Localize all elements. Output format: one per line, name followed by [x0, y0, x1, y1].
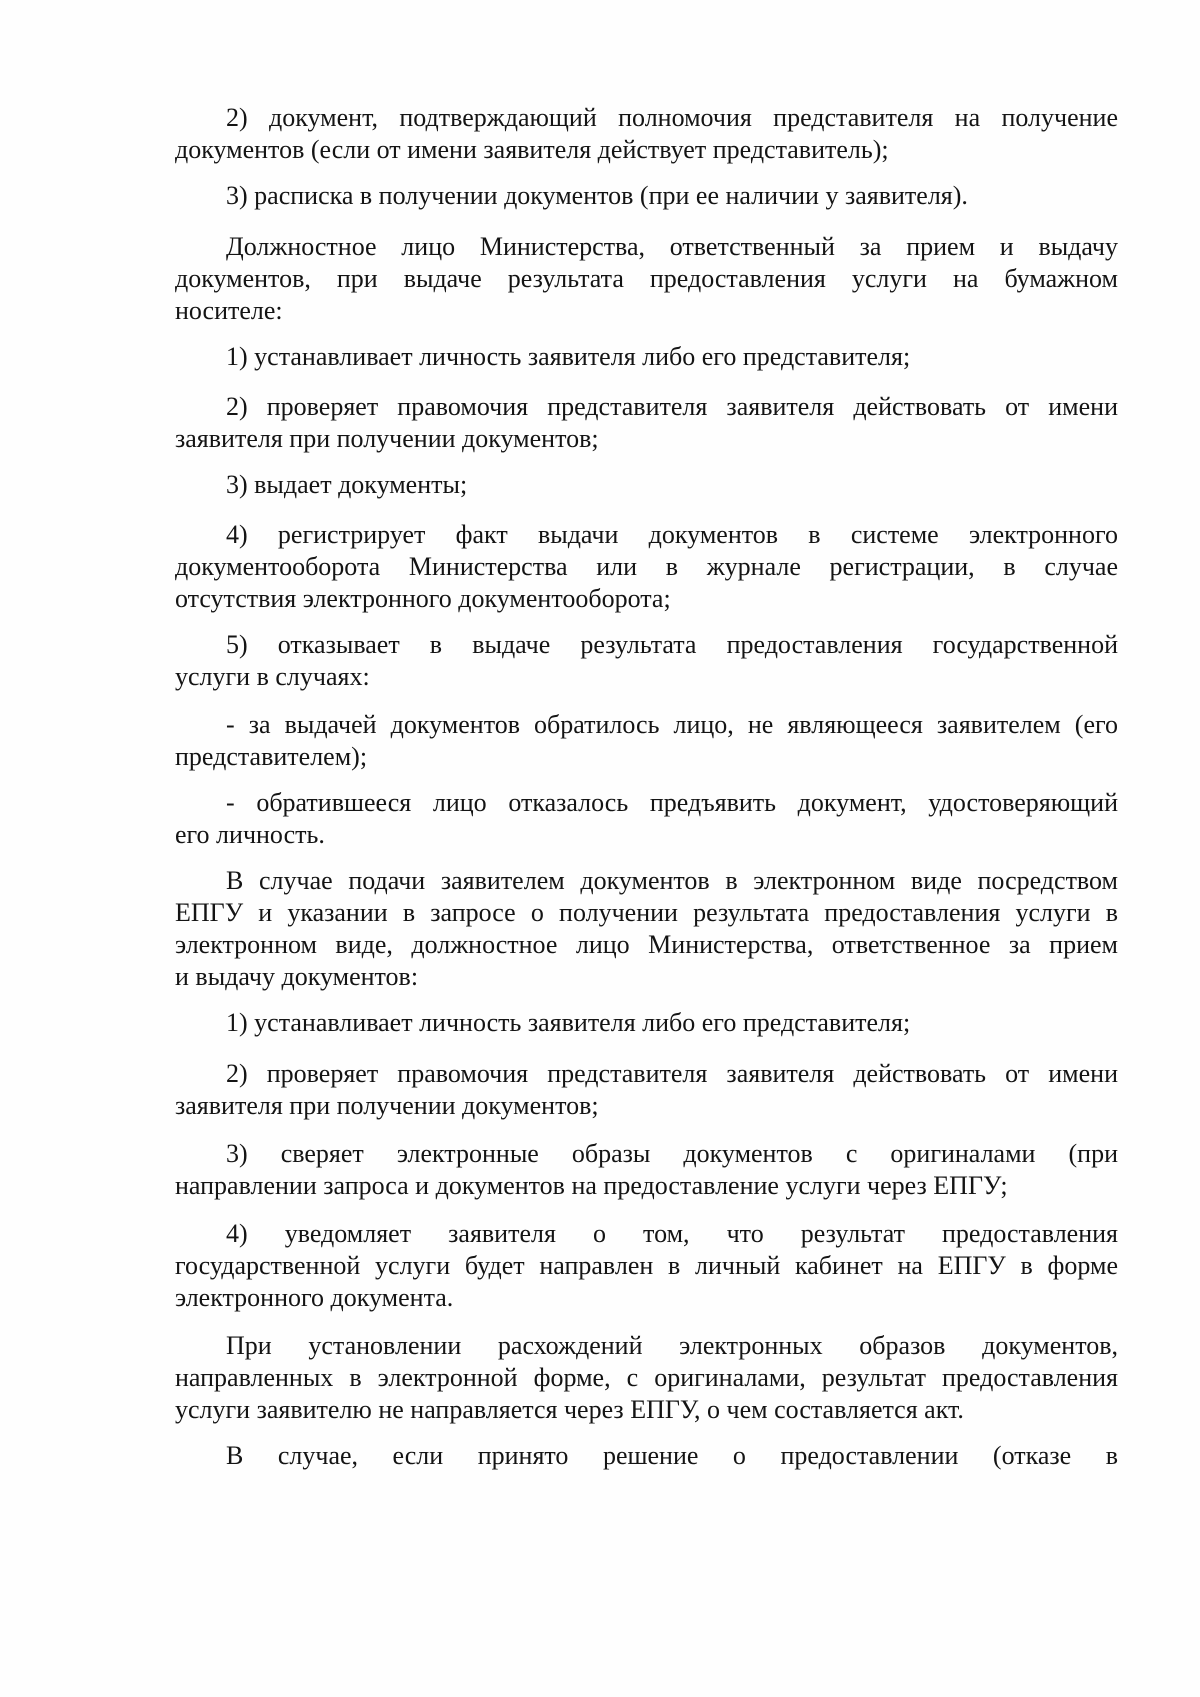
text-line: документов, при выдаче результата предоставления услуги на бумажном [175, 264, 1118, 293]
text-line: электронном виде, должностное лицо Министерства, ответственное за прием [175, 930, 1118, 959]
text-line: услуги заявителю не направляется через ЕПГУ, о чем составляется акт. [175, 1395, 964, 1424]
text-line: 3) выдает документы; [226, 470, 468, 499]
text-line: 1) устанавливает личность заявителя либо его представителя; [226, 342, 911, 371]
text-line: Должностное лицо Министерства, ответственный за прием и выдачу [226, 232, 1118, 261]
text-line: отсутствия электронного документооборота; [175, 584, 671, 613]
text-line: 2) проверяет правомочия представителя заявителя действовать от имени [226, 392, 1118, 421]
text-line: - обратившееся лицо отказалось предъявить документ, удостоверяющий [226, 788, 1118, 817]
text-line: носителе: [175, 296, 283, 325]
text-line: В случае подачи заявителем документов в электронном виде посредством [226, 866, 1118, 895]
text-line: В случае, если принято решение о предоставлении (отказе в [226, 1441, 1118, 1470]
text-line: 2) проверяет правомочия представителя заявителя действовать от имени [226, 1059, 1118, 1088]
text-line: электронного документа. [175, 1283, 454, 1312]
text-line: 5) отказывает в выдаче результата предоставления государственной [226, 630, 1118, 659]
text-line: направленных в электронной форме, с оригиналами, результат предоставления [175, 1363, 1118, 1392]
text-line: направлении запроса и документов на предоставление услуги через ЕПГУ; [175, 1171, 1008, 1200]
text-line: и выдачу документов: [175, 962, 419, 991]
text-line: 3) расписка в получении документов (при ее наличии у заявителя). [226, 181, 968, 210]
text-line: 1) устанавливает личность заявителя либо его представителя; [226, 1008, 911, 1037]
text-line: его личность. [175, 820, 325, 849]
text-line: услуги в случаях: [175, 662, 370, 691]
text-line: документов (если от имени заявителя действует представитель); [175, 135, 889, 164]
text-line: государственной услуги будет направлен в личный кабинет на ЕПГУ в форме [175, 1251, 1118, 1280]
text-line: 3) сверяет электронные образы документов с оригиналами (при [226, 1139, 1118, 1168]
text-line: документооборота Министерства или в журнале регистрации, в случае [175, 552, 1118, 581]
text-line: 4) уведомляет заявителя о том, что результат предоставления [226, 1219, 1118, 1248]
text-line: заявителя при получении документов; [175, 1091, 599, 1120]
text-line: При установлении расхождений электронных образов документов, [226, 1331, 1118, 1360]
text-line: ЕПГУ и указании в запросе о получении результата предоставления услуги в [175, 898, 1118, 927]
text-line: заявителя при получении документов; [175, 424, 599, 453]
text-line: - за выдачей документов обратилось лицо, не являющееся заявителем (его [226, 710, 1118, 739]
text-line: представителем); [175, 742, 368, 771]
text-line: 4) регистрирует факт выдачи документов в системе электронного [226, 520, 1118, 549]
text-line: 2) документ, подтверждающий полномочия представителя на получение [226, 103, 1118, 132]
